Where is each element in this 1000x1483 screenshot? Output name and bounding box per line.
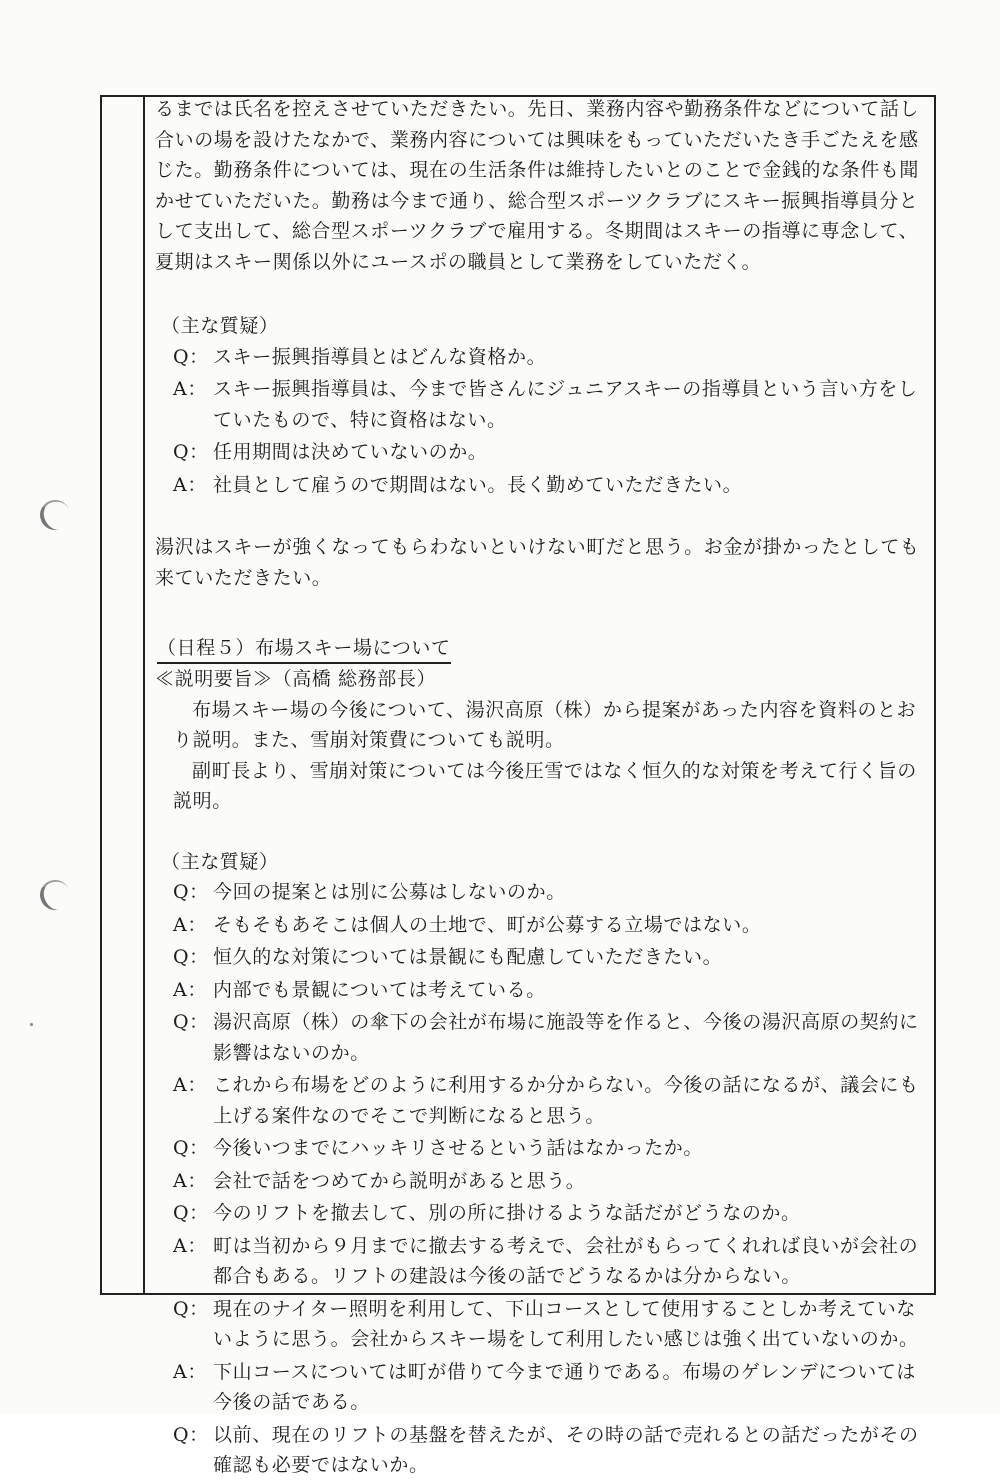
qa-item: A： 社員として雇うので期間はない。長く勤めていただきたい。 (173, 473, 743, 496)
qa-item: Q： 今回の提案とは別に公募はしないのか。 (173, 881, 566, 903)
intro-paragraph: るまでは氏名を控えさせていただきたい。先日、業務内容や勤務条件などについて話し合いの場を設けたなかで、業務内容については興味をもっていただいたき手ごたえを感じた。勤務条件については、現在の生活条件は維持したいとのことで金銭的な条件も聞かせていただいた。勤務は今まで通り、総合型スポーツクラブにスキー振興指導員分として支出して、総合型スポーツクラブで雇用する。冬期間はスキーの指導に専念して、夏期はスキー関係以外にユースポの職員として業務をしていただく。 (155, 98, 920, 273)
explanation-paragraph-1: 布場スキー場の今後について、湯沢高原（株）から提案があった内容を資料のとおり説明。また、雪崩対策費についても説明。 (173, 698, 917, 751)
qa-item: Q： 現在のナイター照明を利用して、下山コースとして使用することしか考えていないように思う。会社からスキー場をして利用したい感じは強く出ていないのか。 (173, 1297, 919, 1350)
qa-item: Q： 今後いつまでにハッキリさせるという話はなかったか。 (173, 1137, 704, 1159)
qa-item: A： スキー振興指導員は、今まで皆さんにジュニアスキーの指導員という言い方をしていたもので、特に資格はない。 (173, 378, 918, 431)
qa2-list (155, 877, 925, 1481)
section5-title-row (155, 633, 925, 664)
scan-speck (30, 1023, 33, 1026)
explanation-paragraph-2: 副町長より、雪崩対策については今後圧雪ではなく恒久的な対策を考えて行く旨の説明。 (173, 759, 917, 812)
margin-column-divider (143, 95, 145, 1295)
qa1-list (155, 342, 925, 501)
section5-title: （日程５）布場スキー場について (157, 635, 451, 664)
qa-item: A： 下山コースについては町が借りて今まで通りである。布場のゲレンデについては今後の話である。 (173, 1360, 917, 1413)
comment-paragraph: 湯沢はスキーが強くなってもらわないといけない町だと思う。お金が掛かったとしても来ていただきたい。 (155, 536, 920, 589)
punch-hole-lower (36, 876, 74, 914)
qa1-heading: （主な質疑） (161, 315, 279, 337)
qa-item: Q： 以前、現在のリフトの基盤を替えたが、その時の話で売れるとの話だったがその確認も必要ではないか。 (173, 1423, 919, 1476)
qa-item: Q： スキー振興指導員とはどんな資格か。 (173, 345, 547, 368)
document-body (155, 94, 925, 1483)
qa-item: Q： 湯沢高原（株）の傘下の会社が布場に施設等を作ると、今後の湯沢高原の契約に影響はないのか。 (173, 1011, 919, 1064)
qa2-heading: （主な質疑） (161, 850, 279, 873)
qa-item: A： 町は当初から９月までに撤去する考えで、会社がもらってくれれば良いが会社の都合もある。リフトの建設は今後の話でどうなるかは分からない。 (173, 1234, 919, 1287)
qa-item: A： そもそもあそこは個人の土地で、町が公募する立場ではない。 (173, 913, 762, 936)
qa-item: A： 内部でも景観については考えている。 (173, 978, 546, 1001)
punch-hole-upper (36, 496, 74, 534)
qa-item: A： これから布場をどのように利用するか分からない。今後の話になるが、議会にも上げる案件なのでそこで判断になると思う。 (173, 1074, 919, 1127)
qa-item: A： 会社で話をつめてから説明があると思う。 (173, 1169, 586, 1192)
explanation-heading: ≪説明要旨≫（高橋 総務部長） (155, 668, 437, 690)
qa-item: Q： 任用期間は決めていないのか。 (173, 441, 488, 463)
qa-item: Q： 今のリフトを撤去して、別の所に掛けるような話だがどうなのか。 (173, 1202, 801, 1224)
qa-item: Q： 恒久的な対策については景観にも配慮していただきたい。 (173, 946, 723, 968)
